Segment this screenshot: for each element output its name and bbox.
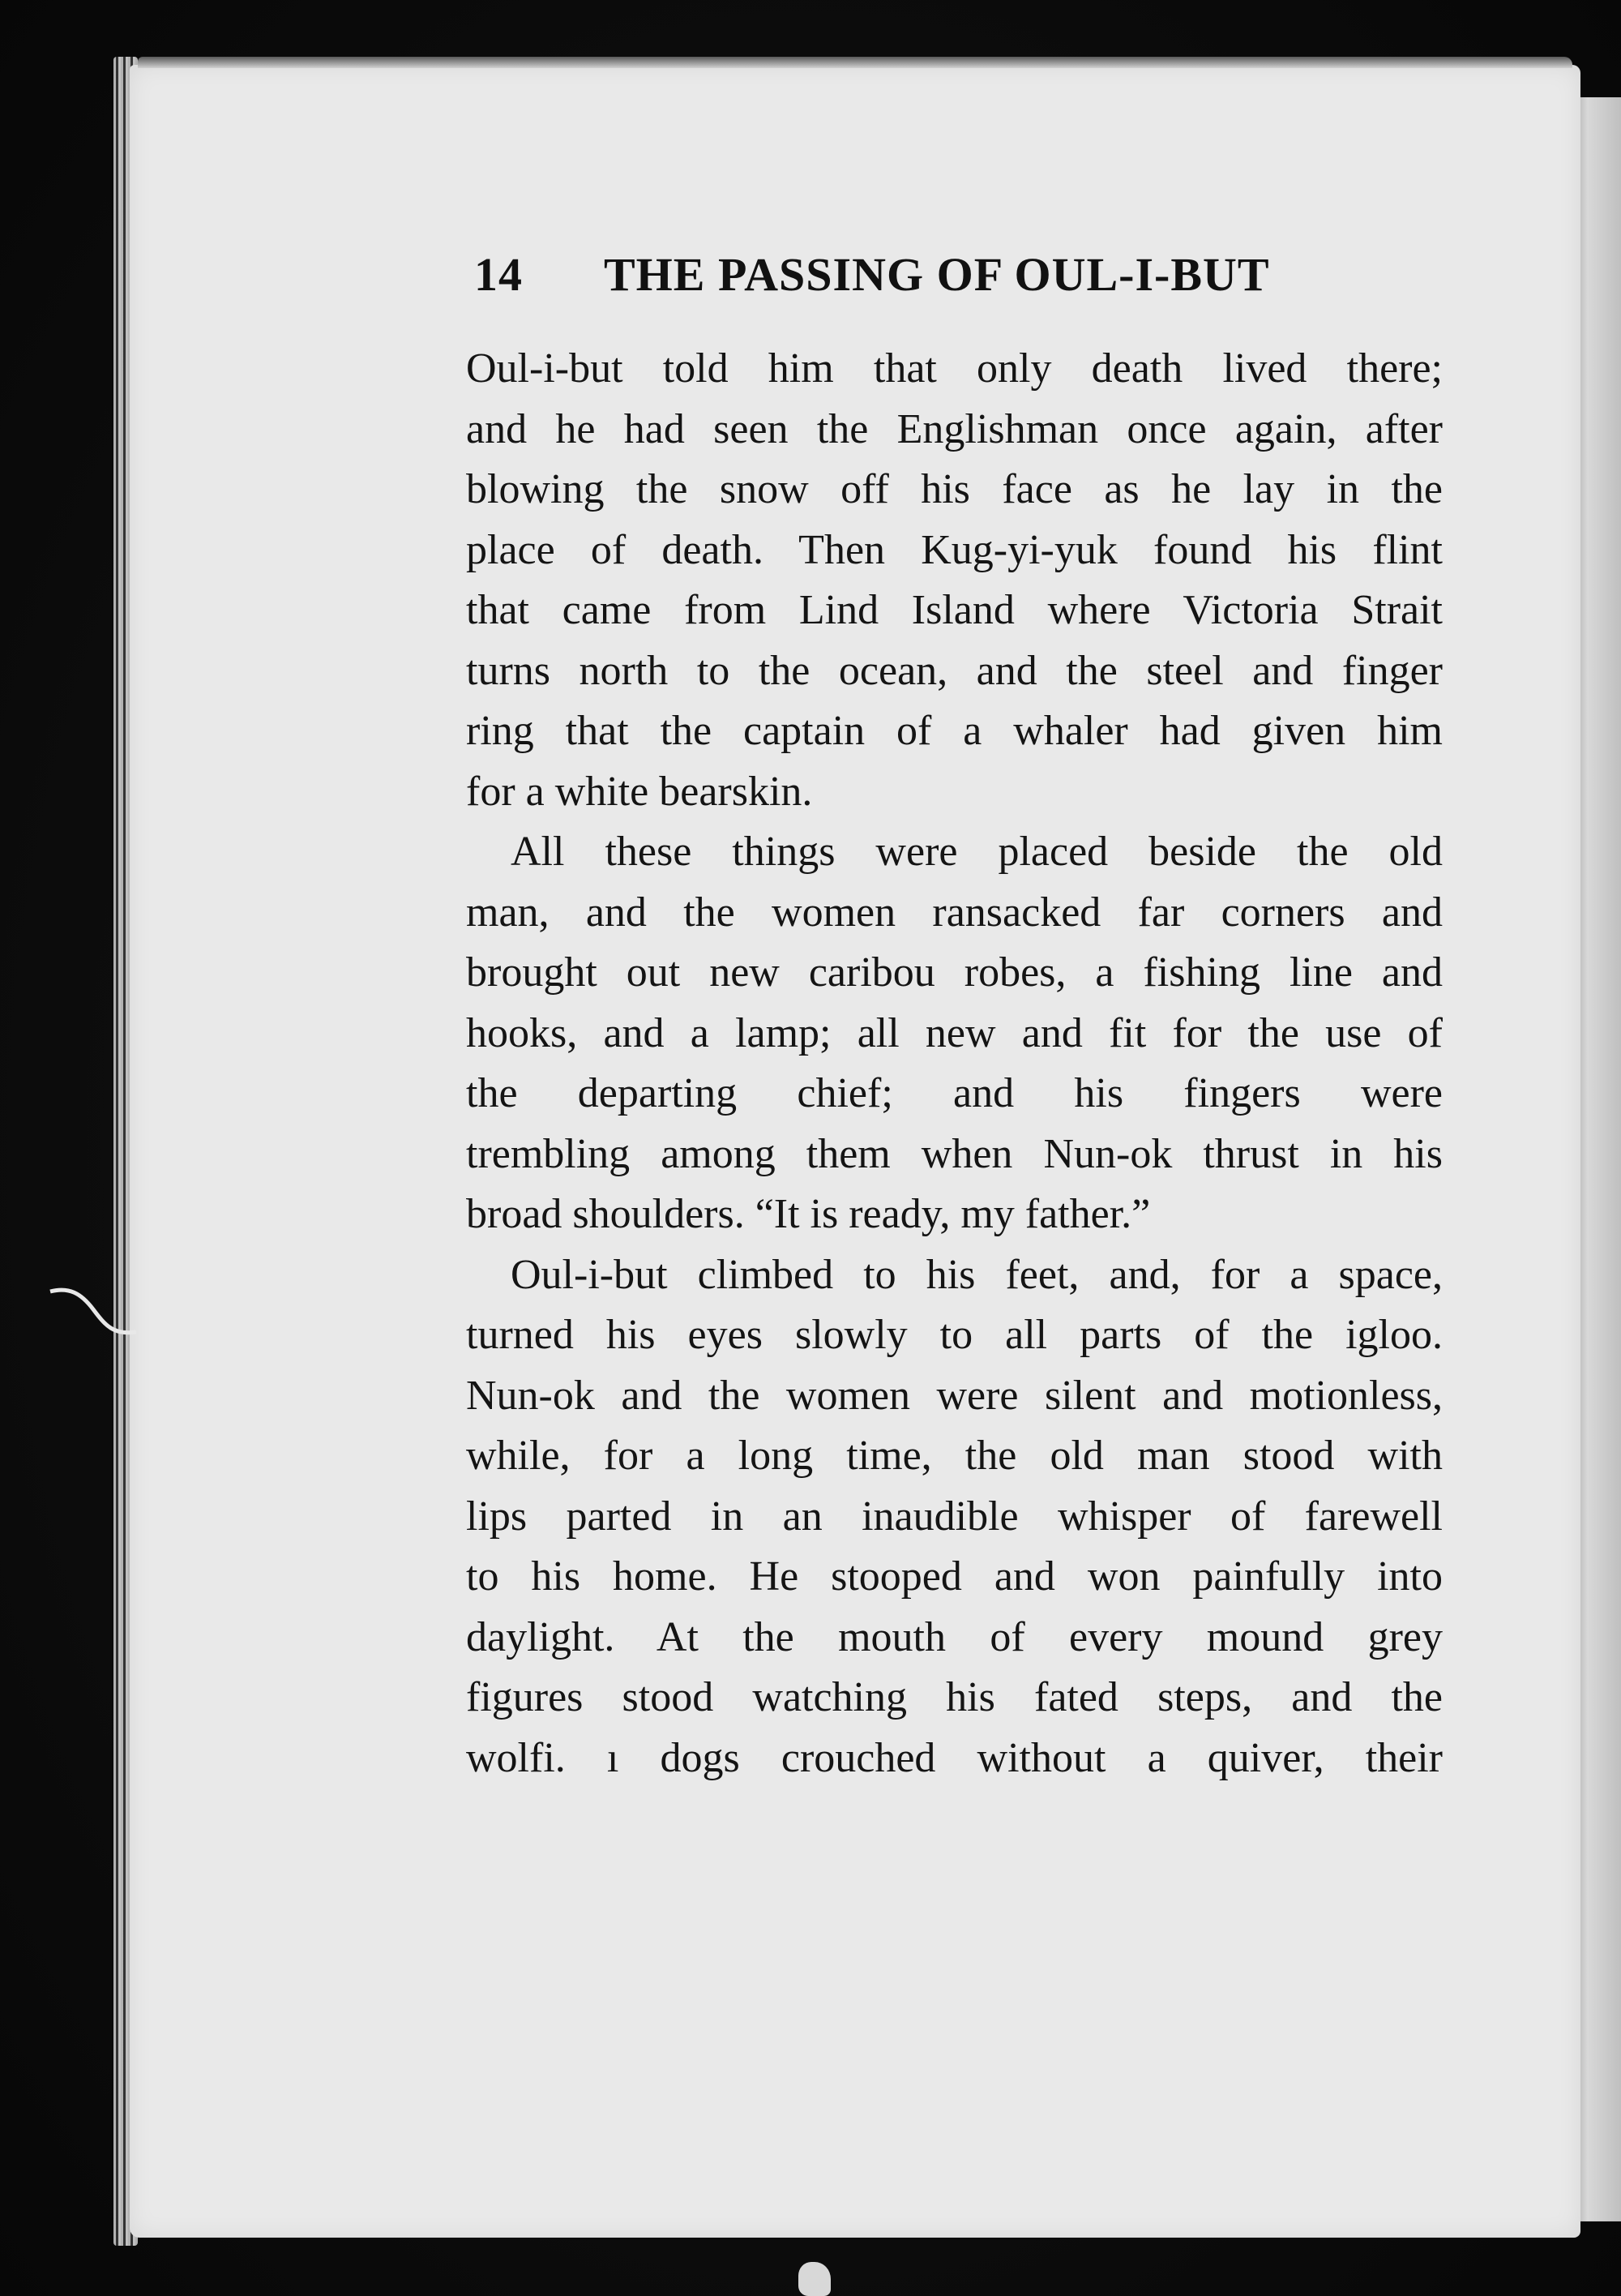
text-line: All these things were placed beside the old xyxy=(511,829,1443,875)
text-line: while, for a long time, the old man stood with xyxy=(466,1433,1443,1479)
text-line: ring that the captain of a whaler had given him xyxy=(466,708,1443,754)
text-line: broad shoulders. “It is ready, my father.” xyxy=(466,1191,1151,1237)
text-line: turns north to the ocean, and the steel and finger xyxy=(466,647,1443,694)
text-line: turned his eyes slowly to all parts of the igloo. xyxy=(466,1312,1443,1358)
text-line: to his home. He stooped and won painfully into xyxy=(466,1553,1443,1600)
text-line: the departing chief; and his fingers were xyxy=(466,1070,1443,1116)
text-line: for a white bearskin. xyxy=(466,768,813,815)
text-line: place of death. Then Kug-yi-yuk found his flint xyxy=(466,526,1443,573)
text-line: man, and the women ransacked far corners and xyxy=(466,889,1443,936)
page-top-edge xyxy=(138,57,1572,68)
body-text xyxy=(466,339,1443,1788)
text-line: brought out new caribou robes, a fishing line and xyxy=(466,949,1443,996)
text-line: blowing the snow off his face as he lay in the xyxy=(466,466,1443,512)
text-line: trembling among them when Nun-ok thrust in his xyxy=(466,1130,1443,1177)
text-line: and he had seen the Englishman once again, after xyxy=(466,405,1443,452)
text-line: Oul-i-but climbed to his feet, and, for a space, xyxy=(511,1251,1443,1298)
text-line: daylight. At the mouth of every mound grey xyxy=(466,1613,1443,1660)
text-line: Oul-i-but told him that only death lived there; xyxy=(466,345,1443,392)
text-line: figures stood watching his fated steps, and the xyxy=(466,1674,1443,1720)
text-line: Nun-ok and the women were silent and motionless, xyxy=(466,1372,1443,1419)
text-line: wolfi. ı dogs crouched without a quiver, their xyxy=(466,1734,1443,1781)
paragraph-2 xyxy=(466,822,1443,1245)
paragraph-3 xyxy=(466,1245,1443,1789)
text-line: hooks, and a lamp; all new and fit for the use of xyxy=(466,1009,1443,1056)
running-title: THE PASSING OF OUL-I-BUT xyxy=(604,248,1270,301)
text-line: that came from Lind Island where Victoria Strait xyxy=(466,587,1443,633)
page-number: 14 xyxy=(474,248,523,301)
running-head xyxy=(474,247,1301,312)
text-line: lips parted in an inaudible whisper of farewell xyxy=(466,1493,1443,1540)
bookmark-cord-icon xyxy=(49,1285,138,1342)
scan-artifact xyxy=(798,2262,831,2296)
paragraph-1 xyxy=(466,339,1443,822)
